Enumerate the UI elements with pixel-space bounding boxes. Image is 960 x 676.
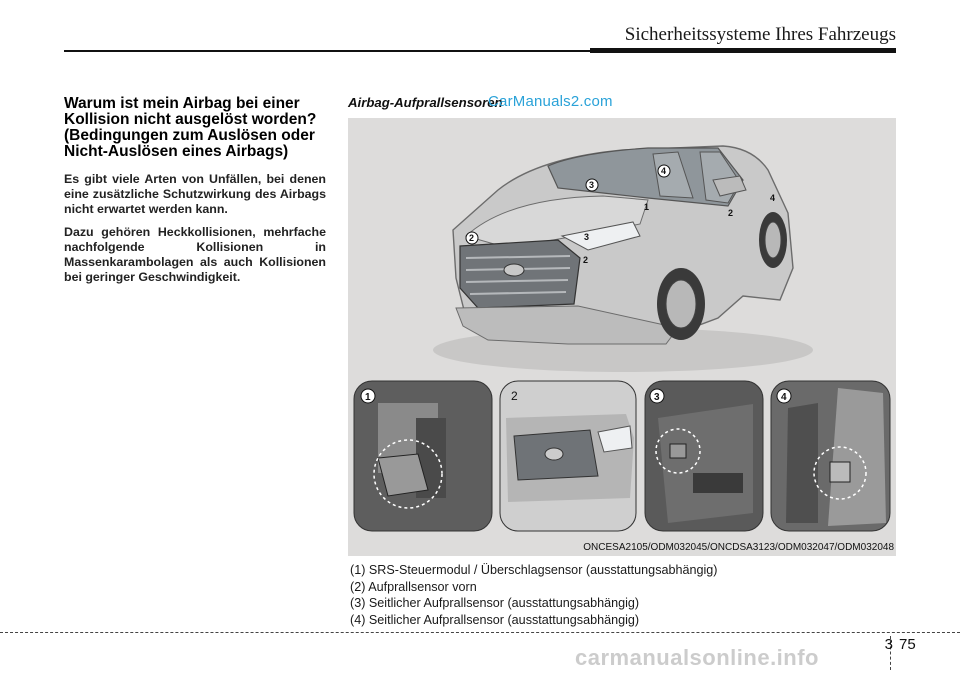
marker-label: 3 <box>584 232 590 242</box>
figure-panel <box>348 118 896 556</box>
callout-item: (3) Seitlicher Aufprallsensor (ausstattungsabhängig) <box>350 596 640 610</box>
inset-srs-module <box>354 381 492 531</box>
running-header: Sicherheitssysteme Ihres Fahrzeugs <box>624 24 896 45</box>
callout-item: (1) SRS-Steuermodul / Überschlagsensor (ausstattungsabhängig) <box>350 563 718 577</box>
callout-item: (4) Seitlicher Aufprallsensor (ausstattungsabhängig) <box>350 612 640 627</box>
marker-label: 2 <box>583 255 589 265</box>
callout-item: (2) Aufprallsensor vorn <box>350 579 477 594</box>
inset-label: 4 <box>781 392 787 403</box>
inset-label: 2 <box>511 389 518 403</box>
body-paragraph: Es gibt viele Arten von Unfällen, bei denen eine zusätzliche Schutzwirkung des Airbags nicht erwartet werden kann. <box>64 172 326 216</box>
marker-label: 1 <box>644 202 650 212</box>
vehicle-illustration <box>348 118 896 556</box>
marker-label: 3 <box>589 180 595 190</box>
figure-code: ONCESA2105/ODM032045/ONCDSA3123/ODM032047/ODM032048 <box>583 542 894 553</box>
marker-label: 2 <box>469 233 475 243</box>
footer-rule <box>0 632 960 633</box>
figure-title: Airbag-Aufprallsensoren <box>348 95 503 110</box>
marker-label: 4 <box>661 166 667 176</box>
inset-label: 1 <box>365 392 371 403</box>
site-watermark: carmanualsonline.info <box>575 645 819 670</box>
section-heading: Warum ist mein Airbag bei einer Kollision nicht ausgelöst worden? (Bedingungen zum Auslösen oder Nicht-Auslösen eines Airbags) <box>64 95 317 160</box>
callout-list <box>350 562 896 628</box>
left-column <box>64 96 326 293</box>
body-paragraph: Dazu gehören Heckkollisionen, mehrfache nachfolgende Kollisionen in Massenkarambolagen als auch Kollisionen bei geringer Geschwindigkeit. <box>64 225 326 284</box>
inset-front-sensor <box>500 381 636 531</box>
page-number <box>883 636 916 653</box>
marker-label: 4 <box>770 193 776 203</box>
inset-label: 3 <box>654 392 660 403</box>
inset-door-sensor <box>645 381 763 531</box>
page-number-value: 75 <box>899 636 916 653</box>
marker-label: 2 <box>728 208 734 218</box>
chapter-number: 3 <box>884 636 893 653</box>
inset-pillar-sensor <box>771 381 890 531</box>
car-illustration <box>433 146 813 372</box>
header-rule-thick <box>590 48 896 53</box>
watermark-text: CarManuals2.com <box>488 93 613 110</box>
